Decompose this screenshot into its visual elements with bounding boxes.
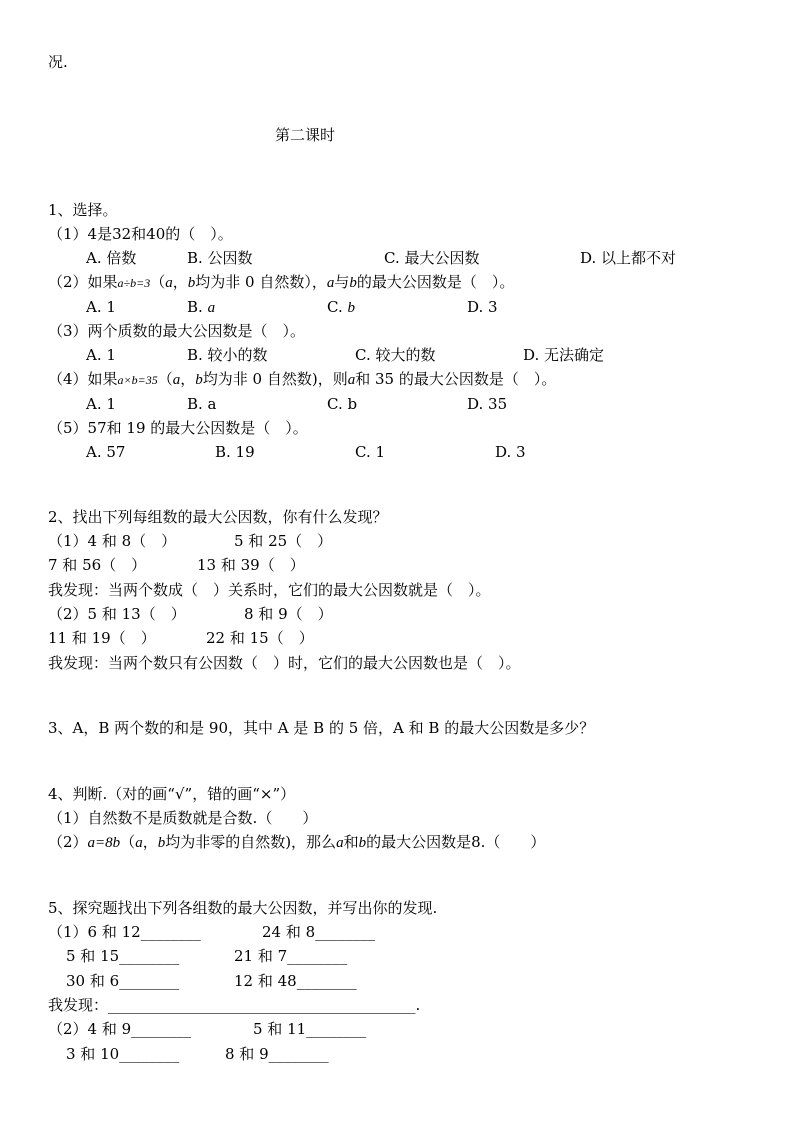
q1-p4-option-b: B. a bbox=[187, 395, 217, 413]
q1-p3-stem: （3）两个质数的最大公因数是（ ）。 bbox=[48, 322, 306, 340]
q2-line-5b: 22 和 15（ ） bbox=[206, 629, 314, 647]
q1-p1-option-a: A. 倍数 bbox=[86, 249, 137, 267]
q5-line-5b: 5 和 11________ bbox=[253, 1020, 367, 1038]
q1-p1-option-d: D. 以上都不对 bbox=[580, 249, 677, 267]
q2-discovery-1: 我发现：当两个数成（ ）关系时，它们的最大公因数就是（ ）。 bbox=[48, 581, 491, 599]
q1-p1-option-b: B. 公因数 bbox=[187, 249, 253, 267]
lesson-title: 第二课时 bbox=[275, 126, 336, 144]
q4-item-2-expression: a=8b bbox=[87, 835, 121, 851]
q1-p4-option-d: D. 35 bbox=[467, 395, 508, 413]
q5-line-1a: （1）6 和 12________ bbox=[48, 923, 201, 941]
q1-p3-option-c: C. 较大的数 bbox=[355, 346, 436, 364]
q1-p5-option-d: D. 3 bbox=[495, 443, 526, 461]
q2-line-5a: 11 和 19（ ） bbox=[48, 629, 156, 647]
q1-p5-option-c: C. 1 bbox=[355, 443, 386, 461]
q1-p4-expression: a×b=35 bbox=[117, 373, 158, 387]
q1-p4-option-c: C. b bbox=[327, 395, 358, 413]
q2-line-2a: 7 和 56（ ） bbox=[48, 556, 147, 574]
q5-line-3b: 12 和 48________ bbox=[234, 972, 357, 990]
q5-line-6b: 8 和 9________ bbox=[225, 1045, 329, 1063]
q5-discovery: 我发现：_________________________________________. bbox=[48, 996, 421, 1014]
q1-p2-option-c: C. b bbox=[327, 298, 355, 316]
q1-p3-option-b: B. 较小的数 bbox=[187, 346, 268, 364]
q2-line-4b: 8 和 9（ ） bbox=[244, 605, 333, 623]
q1-p5-stem: （5）57和 19 的最大公因数是（ ）。 bbox=[48, 419, 308, 437]
q1-p2-expression: a÷b=3 bbox=[117, 276, 151, 290]
q1-p2-option-a: A. 1 bbox=[86, 298, 116, 316]
q1-p1-option-c: C. 最大公因数 bbox=[384, 249, 480, 267]
q5-line-5a: （2）4 和 9________ bbox=[48, 1020, 192, 1038]
q4-item-2: （2）a=8b（a，b均为非零的自然数)，那么a和b的最大公因数是8.（ ） bbox=[48, 833, 546, 851]
q2-line-1a: （1）4 和 8（ ） bbox=[48, 532, 177, 550]
q2-discovery-2: 我发现：当两个数只有公因数（ ）时，它们的最大公因数也是（ ）。 bbox=[48, 654, 521, 672]
q5-line-2b: 21 和 7________ bbox=[234, 947, 348, 965]
q1-p3-option-a: A. 1 bbox=[86, 346, 116, 364]
q1-heading: 1、选择。 bbox=[48, 201, 118, 219]
q1-p5-option-a: A. 57 bbox=[86, 443, 126, 461]
q2-line-4a: （2）5 和 13（ ） bbox=[48, 605, 186, 623]
q1-p5-option-b: B. 19 bbox=[215, 443, 255, 461]
q1-p4-option-a: A. 1 bbox=[86, 395, 116, 413]
q1-p2-option-b: B. a bbox=[187, 298, 216, 316]
q1-p4-stem: （4）如果a×b=35（a，b均为非 0 自然数)，则a和 35 的最大公因数是（ ）。 bbox=[48, 370, 557, 388]
q1-p3-option-d: D. 无法确定 bbox=[523, 346, 605, 364]
q5-heading: 5、探究题找出下列各组数的最大公因数，并写出你的发现. bbox=[48, 899, 438, 917]
q1-p2-option-d: D. 3 bbox=[467, 298, 498, 316]
q2-line-2b: 13 和 39（ ） bbox=[197, 556, 305, 574]
q5-line-3a: 30 和 6________ bbox=[66, 972, 180, 990]
q3-text: 3、A，B 两个数的和是 90，其中 A 是 B 的 5 倍，A 和 B 的最大公因数是多少？ bbox=[48, 719, 595, 737]
q5-line-1b: 24 和 8________ bbox=[262, 923, 376, 941]
q2-line-1b: 5 和 25（ ） bbox=[234, 532, 333, 550]
q4-item-1: （1）自然数不是质数就是合数.（ ） bbox=[48, 809, 318, 827]
q4-heading: 4、判断.（对的画“√”，错的画“×”） bbox=[48, 785, 296, 803]
intro-tail: 况. bbox=[48, 53, 68, 71]
q1-p1-stem: （1）4是32和40的（ ）。 bbox=[48, 225, 233, 243]
q1-p2-stem: （2）如果a÷b=3（a，b均为非 0 自然数），a与b的最大公因数是（ ）。 bbox=[48, 273, 515, 291]
q2-heading: 2、找出下列每组数的最大公因数，你有什么发现？ bbox=[48, 508, 388, 526]
q5-line-2a: 5 和 15________ bbox=[66, 947, 180, 965]
q5-line-6a: 3 和 10________ bbox=[66, 1045, 180, 1063]
